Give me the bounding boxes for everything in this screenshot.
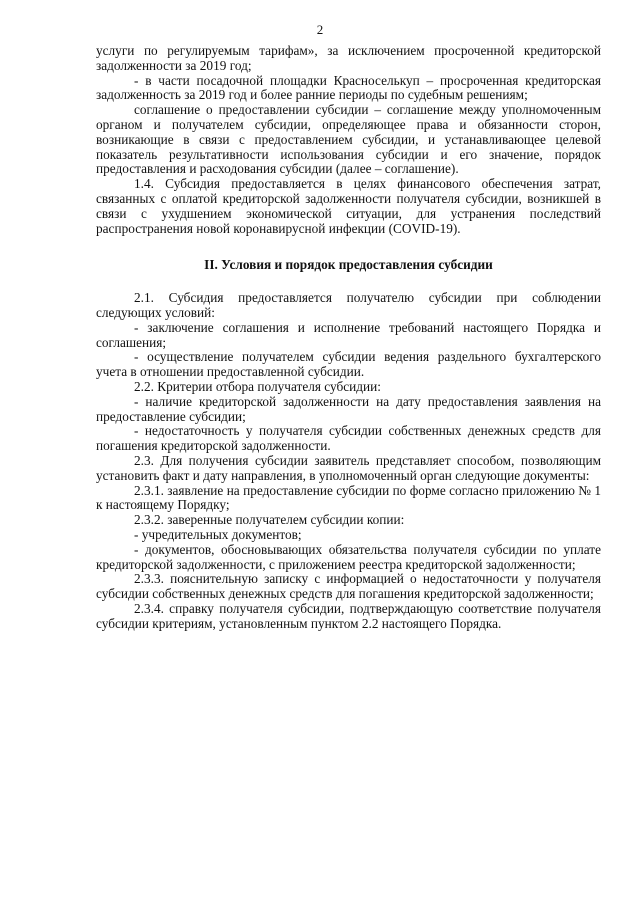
paragraph: 2.2. Критерии отбора получателя субсидии: — [134, 378, 381, 394]
paragraph: соглашение о предоставлении субсидии – соглашение между уполномоченным органом и получателем субсидии, определяющее права и обязанности сторон, возникающие в связи с предоставлением субсидии, и устанавливающее целевой показатель результативности использования субсидии и его значение, порядок предоставления и расходования субсидии (далее – соглашение). — [96, 102, 601, 177]
paragraph: - в части посадочной площадки Красноселькуп – просроченная кредиторская задолженность за 2019 год и более ранние периоды по судебным решениям; — [96, 72, 601, 103]
document-body — [96, 44, 601, 631]
section-2-body — [96, 291, 601, 631]
paragraph: 2.3.1. заявление на предоставление субсидии по форме согласно приложению № 1 к настоящему Порядку; — [96, 482, 601, 513]
section-heading: II. Условия и порядок предоставления субсидии — [204, 257, 493, 273]
paragraph: - наличие кредиторской задолженности на дату предоставления заявления на предоставление субсидии; — [96, 393, 601, 424]
paragraph: 2.3.4. справку получателя субсидии, подтверждающую соответствие получателя субсидии критериям, установленным пунктом 2.2 настоящего Порядка. — [96, 600, 601, 631]
paragraph: 2.3.3. пояснительную записку с информацией о недостаточности у получателя субсидии собственных денежных средств для погашения кредиторской задолженности; — [96, 571, 601, 602]
paragraph: - осуществление получателем субсидии ведения раздельного бухгалтерского учета в отношении предоставленной субсидии. — [96, 349, 601, 380]
paragraph: - учредительных документов; — [134, 526, 302, 542]
paragraph: - заключение соглашения и исполнение требований настоящего Порядка и соглашения; — [96, 319, 601, 350]
paragraph: услуги по регулируемым тарифам», за исключением просроченной кредиторской задолженности за 2019 год; — [96, 43, 601, 73]
paragraph: - документов, обосновывающих обязательства получателя субсидии по уплате кредиторской задолженности, с приложением реестра кредиторской задолженности; — [96, 541, 601, 572]
paragraph: 2.3. Для получения субсидии заявитель представляет способом, позволяющим установить факт и дату направления, в уполномоченный орган следующие документы: — [96, 452, 601, 483]
page-number: 2 — [316, 22, 324, 37]
paragraph: 2.3.2. заверенные получателем субсидии копии: — [134, 512, 405, 528]
paragraph: - недостаточность у получателя субсидии собственных денежных средств для погашения кредиторской задолженности. — [96, 423, 601, 454]
paragraph: 2.1. Субсидия предоставляется получателю субсидии при соблюдении следующих условий: — [96, 290, 601, 320]
section-1-continuation — [96, 44, 601, 236]
paragraph: 1.4. Субсидия предоставляется в целях финансового обеспечения затрат, связанных с оплатой кредиторской задолженности получателя субсидии, возникшей в связи с ухудшением экономической ситуации, для устранения последствий распространения новой коронавирусной инфекции (COVID-19). — [96, 176, 601, 236]
